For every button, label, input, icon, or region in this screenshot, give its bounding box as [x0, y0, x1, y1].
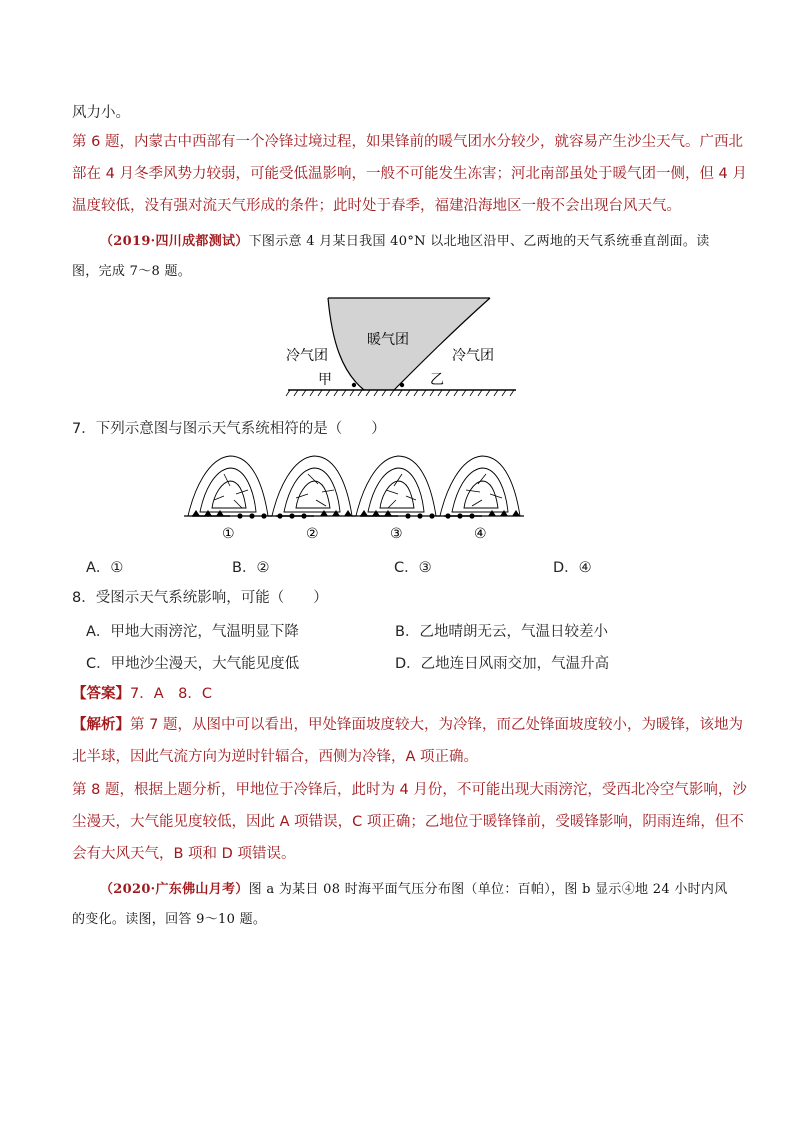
q8-option-d: D．乙地连日风雨交加，气温升高	[395, 656, 610, 672]
q7-option-c: C．③	[394, 560, 432, 576]
point-jia-marker	[352, 383, 356, 387]
q7-option-b: B．②	[232, 560, 270, 576]
question-8-stem: 8．受图示天气系统影响，可能（ ）	[72, 590, 328, 606]
analysis-text: 第 7 题，从图中可以看出，甲处锋面坡度较大，为冷锋，而乙处锋面坡度较小，为暖锋，该地为	[130, 717, 743, 733]
source-2-tag: （2020·广东佛山月考）	[100, 882, 249, 897]
analysis-line	[72, 715, 743, 735]
text-line: 部在 4 月冬季风势力较弱，可能受低温影响，一般不可能发生冻害；河北南部虽处于暖气团一侧，但 4 月	[72, 166, 747, 182]
cyclone-diagram-1	[184, 456, 272, 542]
source-text: 下图示意 4 月某日我国 40°N 以北地区沿甲、乙两地的天气系统垂直剖面。读	[248, 234, 710, 249]
answer-line	[72, 684, 212, 704]
point-yi-marker	[400, 383, 404, 387]
answer-tag: 【答案】	[72, 686, 130, 702]
q8-option-c: C．甲地沙尘漫天，大气能见度低	[86, 656, 300, 672]
cross-section-figure	[282, 292, 522, 402]
question-source-2	[100, 880, 728, 900]
warm-air-label: 暖气团	[367, 332, 409, 348]
q8-option-b: B．乙地晴朗无云，气温日较差小	[395, 624, 608, 640]
cyclone-diagram-4	[436, 456, 524, 542]
diagram-label-1: ①	[222, 526, 235, 542]
diagram-label-2: ②	[306, 526, 319, 542]
text-line: 风力小。	[72, 105, 130, 121]
question-source	[100, 232, 710, 252]
q8-option-a: A．甲地大雨滂沱，气温明显下降	[86, 624, 299, 640]
question-source-2-cont: 的变化。读图，回答 9～10 题。	[72, 912, 267, 927]
diagram-label-3: ③	[390, 526, 403, 542]
cold-air-right-label: 冷气团	[452, 348, 494, 364]
diagram-label-4: ④	[474, 526, 487, 542]
question-7-stem: 7．下列示意图与图示天气系统相符的是（ ）	[72, 421, 386, 437]
text-line: 第 6 题，内蒙古中西部有一个冷锋过境过程，如果锋前的暖气团水分较少，就容易产生沙尘天气。广西北	[72, 134, 743, 150]
analysis-tag: 【解析】	[72, 717, 130, 733]
cyclone-diagram-3	[352, 456, 440, 542]
cyclone-diagrams	[184, 450, 524, 550]
point-yi-label: 乙	[430, 372, 444, 388]
answer-text: 7．A 8．C	[130, 686, 212, 702]
source-tag: （2019·四川成都测试）	[100, 234, 249, 249]
analysis-line: 第 8 题，根据上题分析，甲地位于冷锋后，此时为 4 月份，不可能出现大雨滂沱，受西北冷空气影响，沙	[72, 782, 747, 798]
point-jia-label: 甲	[318, 372, 332, 388]
analysis-line: 会有大风天气，B 项和 D 项错误。	[72, 846, 296, 862]
analysis-line: 北半球，因此气流方向为逆时针辐合，西侧为冷锋，A 项正确。	[72, 749, 479, 765]
analysis-line: 尘漫天，大气能见度较低，因此 A 项错误，C 项正确；乙地位于暖锋锋前，受暖锋影响，阴雨连绵，但不	[72, 814, 744, 830]
source-2-text: 图 a 为某日 08 时海平面气压分布图（单位：百帕），图 b 显示④地 24 小时内风	[248, 882, 728, 897]
q7-option-d: D．④	[553, 560, 592, 576]
cold-air-left-label: 冷气团	[286, 348, 328, 364]
q7-option-a: A．①	[86, 560, 124, 576]
cyclone-diagram-2	[268, 456, 356, 542]
text-line: 温度较低，没有强对流天气形成的条件；此时处于春季，福建沿海地区一般不会出现台风天气。	[72, 198, 681, 214]
question-source-cont: 图，完成 7～8 题。	[72, 264, 192, 279]
